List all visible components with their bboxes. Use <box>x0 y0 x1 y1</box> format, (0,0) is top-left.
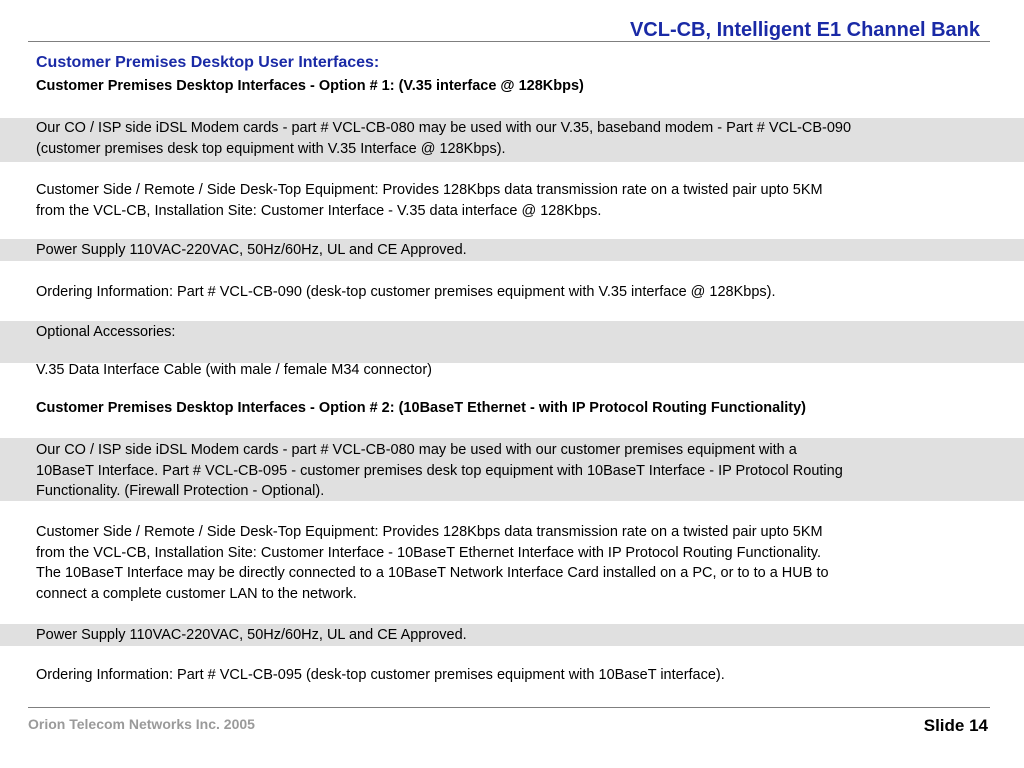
paragraph-line: Optional Accessories: <box>36 324 176 340</box>
paragraph-line: V.35 Data Interface Cable (with male / female M34 connector) <box>36 362 432 378</box>
option2-ordering-info <box>36 665 1011 686</box>
paragraph-line: Ordering Information: Part # VCL-CB-090 (desk-top customer premises equipment with V.35 interface @ 128Kbps). <box>36 284 776 300</box>
option1-accessories-label <box>36 322 1011 343</box>
paragraph-line: Customer Side / Remote / Side Desk-Top Equipment: Provides 128Kbps data transmission rate on a twisted pair upto 5KM <box>36 524 823 540</box>
paragraph-line: Power Supply 110VAC-220VAC, 50Hz/60Hz, UL and CE Approved. <box>36 627 467 643</box>
paragraph-line: Our CO / ISP side iDSL Modem cards - part # VCL-CB-080 may be used with our V.35, baseband modem - Part # VCL-CB-090 <box>36 120 852 136</box>
paragraph-line: Ordering Information: Part # VCL-CB-095 (desk-top customer premises equipment with 10BaseT interface). <box>36 667 725 683</box>
option2-co-isp-paragraph <box>36 440 1011 502</box>
option2-customer-side-paragraph <box>36 522 1011 604</box>
paragraph-line: Functionality. (Firewall Protection - Optional). <box>36 483 325 500</box>
option2-power-supply <box>36 625 1011 646</box>
title-divider <box>28 41 990 42</box>
footer-divider <box>28 707 990 708</box>
paragraph-line: Power Supply 110VAC-220VAC, 50Hz/60Hz, UL and CE Approved. <box>36 242 467 258</box>
option1-customer-side-paragraph <box>36 180 1011 221</box>
option1-accessory-item <box>36 360 1011 381</box>
paragraph-line: 10BaseT Interface. Part # VCL-CB-095 - customer premises desk top equipment with 10BaseT Interface - IP Protocol Routing <box>36 462 843 479</box>
slide-number: Slide 14 <box>923 716 988 735</box>
option1-ordering-info <box>36 282 1011 303</box>
paragraph-line: The 10BaseT Interface may be directly connected to a 10BaseT Network Interface Card installed on a PC, or to to a HUB to <box>36 565 829 582</box>
paragraph-line: connect a complete customer LAN to the network. <box>36 585 357 602</box>
option1-power-supply <box>36 240 1011 261</box>
paragraph-line: Customer Side / Remote / Side Desk-Top Equipment: Provides 128Kbps data transmission rate on a twisted pair upto 5KM <box>36 182 823 198</box>
option2-heading: Customer Premises Desktop Interfaces - Option # 2: (10BaseT Ethernet - with IP Protocol Routing Functionality) <box>36 400 806 416</box>
paragraph-line: from the VCL-CB, Installation Site: Customer Interface - 10BaseT Ethernet Interface with IP Protocol Routing Functionality. <box>36 544 821 561</box>
option1-heading: Customer Premises Desktop Interfaces - Option # 1: (V.35 interface @ 128Kbps) <box>36 78 584 94</box>
option1-co-isp-paragraph <box>36 118 1011 159</box>
slide-title: VCL-CB, Intelligent E1 Channel Bank <box>629 19 980 41</box>
paragraph-line: Our CO / ISP side iDSL Modem cards - part # VCL-CB-080 may be used with our customer premises equipment with a <box>36 442 797 458</box>
paragraph-line: from the VCL-CB, Installation Site: Customer Interface - V.35 data interface @ 128Kbps. <box>36 202 602 219</box>
paragraph-line: (customer premises desk top equipment with V.35 Interface @ 128Kbps). <box>36 140 506 157</box>
footer-company: Orion Telecom Networks Inc. 2005 <box>28 716 255 732</box>
section-heading: Customer Premises Desktop User Interfaces: <box>36 54 380 71</box>
